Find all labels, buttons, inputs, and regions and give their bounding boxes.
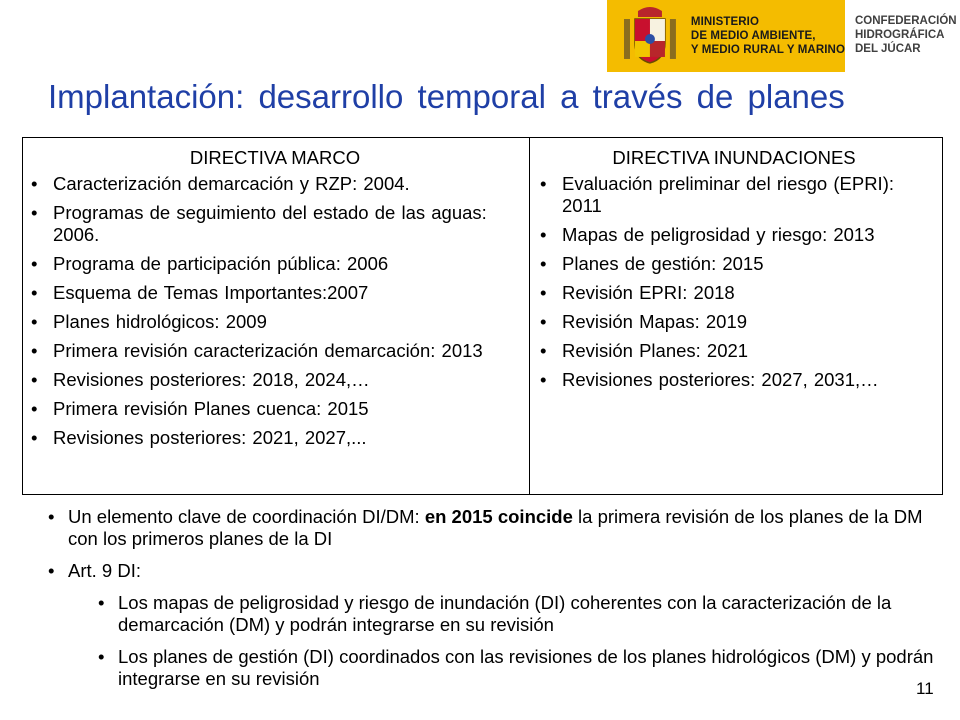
bullet-list bbox=[540, 173, 928, 391]
list-item: • Programa de participación pública: 2006 bbox=[31, 253, 519, 275]
list-item: • Revisión Mapas: 2019 bbox=[540, 311, 928, 333]
list-item: • Primera revisión caracterización demarcación: 2013 bbox=[31, 340, 519, 362]
list-item: • Evaluación preliminar del riesgo (EPRI): 2011 bbox=[540, 173, 928, 217]
ministry-name: MINISTERIO DE MEDIO AMBIENTE, Y MEDIO RURAL Y MARINO bbox=[690, 16, 845, 56]
list-item: • Revisiones posteriores: 2027, 2031,… bbox=[540, 369, 928, 391]
list-item: • Planes de gestión: 2015 bbox=[540, 253, 928, 275]
list-item: • Programas de seguimiento del estado de las aguas: 2006. bbox=[31, 202, 519, 246]
ministry-logo bbox=[607, 0, 845, 72]
list-item: • Revisión Planes: 2021 bbox=[540, 340, 928, 362]
note-maps: • Los mapas de peligrosidad y riesgo de inundación (DI) coherentes con la caracterización de la demarcación (DM) y podrán integrarse en su revisión bbox=[48, 592, 938, 636]
coordination-notes bbox=[48, 506, 938, 700]
bullet-list bbox=[31, 173, 519, 449]
column-heading: DIRECTIVA MARCO bbox=[189, 147, 361, 168]
directives-table bbox=[22, 137, 943, 495]
list-item: • Caracterización demarcación y RZP: 2004. bbox=[31, 173, 519, 195]
column-heading: DIRECTIVA INUNDACIONES bbox=[612, 147, 856, 168]
list-item: • Esquema de Temas Importantes:2007 bbox=[31, 282, 519, 304]
coat-of-arms-icon bbox=[621, 5, 679, 67]
list-item: • Primera revisión Planes cuenca: 2015 bbox=[31, 398, 519, 420]
list-item: • Planes hidrológicos: 2009 bbox=[31, 311, 519, 333]
note-plans: • Los planes de gestión (DI) coordinados con las revisiones de los planes hidrológicos (DM) y podrán integrarse en su revisión bbox=[48, 646, 938, 690]
note-coordination: • Un elemento clave de coordinación DI/DM: en 2015 coincide la primera revisión de los planes de la DM con los primeros planes de la DI bbox=[48, 506, 938, 550]
list-item: • Revisiones posteriores: 2018, 2024,… bbox=[31, 369, 519, 391]
list-item: • Revisión EPRI: 2018 bbox=[540, 282, 928, 304]
list-item: • Mapas de peligrosidad y riesgo: 2013 bbox=[540, 224, 928, 246]
list-item: • Revisiones posteriores: 2021, 2027,... bbox=[31, 427, 519, 449]
slide-title: Implantación: desarrollo temporal a través de planes bbox=[48, 78, 845, 115]
directiva-inundaciones-column bbox=[530, 138, 942, 494]
note-article-9: • Art. 9 DI: bbox=[48, 560, 938, 582]
page-number: 11 bbox=[916, 679, 934, 698]
confederacion-name: CONFEDERACIÓN HIDROGRÁFICA DEL JÚCAR bbox=[855, 15, 957, 55]
directiva-marco-column bbox=[23, 138, 530, 494]
